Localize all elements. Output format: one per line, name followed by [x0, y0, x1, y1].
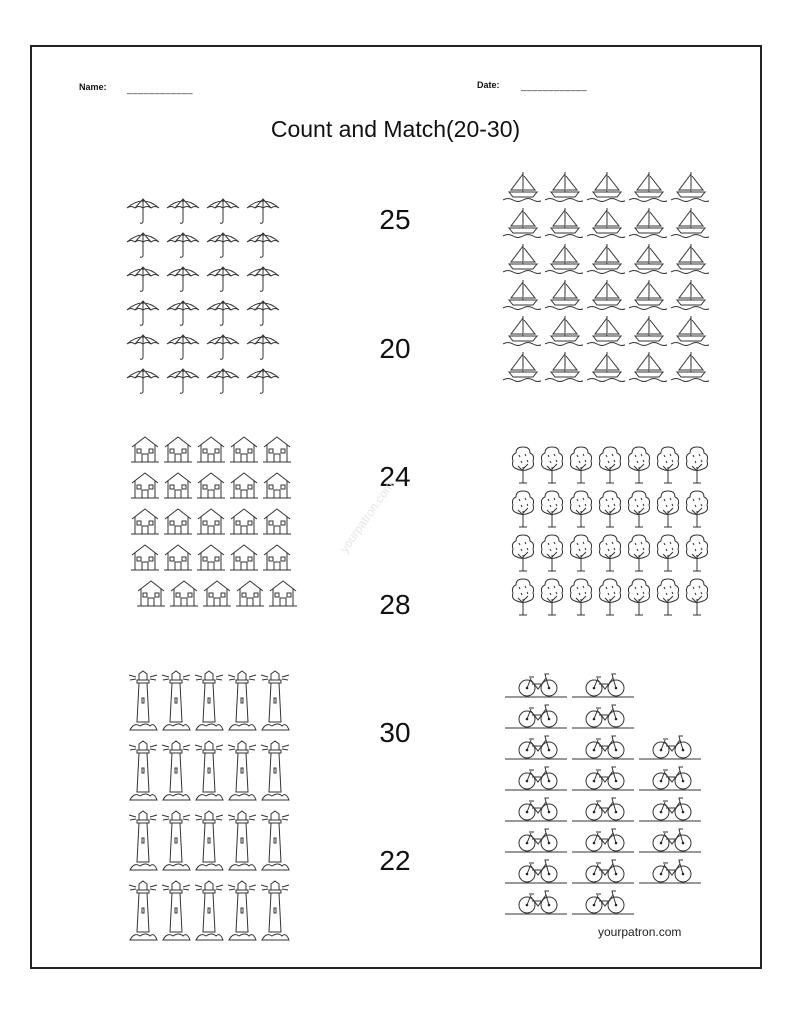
- lighthouse-icon: [194, 740, 224, 807]
- bicycle-icon: [505, 734, 567, 767]
- umbrella-icon: [245, 298, 281, 333]
- tree-icon: [655, 489, 681, 534]
- lighthouse-icon: [128, 880, 158, 947]
- umbrella-icon: [125, 196, 161, 231]
- lighthouse-icon: [227, 740, 257, 807]
- sailboat-icon: [587, 170, 625, 207]
- number-option[interactable]: 25: [379, 204, 411, 235]
- house-icon: [130, 471, 160, 504]
- tree-icon: [684, 445, 710, 490]
- number-option[interactable]: 20: [379, 333, 411, 364]
- house-icon: [196, 435, 226, 468]
- tree-icon: [539, 445, 565, 490]
- house-icon: [196, 471, 226, 504]
- house-icon: [163, 543, 193, 576]
- lighthouse-icon: [260, 740, 290, 807]
- tree-icon: [510, 577, 536, 622]
- lighthouse-icon: [227, 810, 257, 877]
- umbrella-icon: [205, 332, 241, 367]
- umbrella-icon: [165, 332, 201, 367]
- house-icon: [262, 543, 292, 576]
- sailboat-icon: [503, 242, 541, 279]
- umbrella-icon: [125, 230, 161, 265]
- tree-icon: [539, 577, 565, 622]
- tree-icon: [510, 445, 536, 490]
- tree-icon: [626, 445, 652, 490]
- tree-icon: [655, 533, 681, 578]
- sailboat-icon: [671, 314, 709, 351]
- tree-icon: [626, 489, 652, 534]
- house-icon: [196, 507, 226, 540]
- umbrella-icon: [205, 196, 241, 231]
- lighthouse-icon: [227, 880, 257, 947]
- bicycle-icon: [572, 827, 634, 860]
- tree-icon: [568, 577, 594, 622]
- sailboat-icon: [671, 170, 709, 207]
- house-icon: [196, 543, 226, 576]
- house-icon: [136, 579, 166, 612]
- lighthouse-icon: [161, 740, 191, 807]
- number-option[interactable]: 24: [379, 461, 411, 492]
- sailboat-icon: [587, 350, 625, 387]
- tree-icon: [597, 533, 623, 578]
- sailboat-icon: [503, 206, 541, 243]
- house-icon: [130, 543, 160, 576]
- bicycle-icon: [505, 796, 567, 829]
- tree-icon: [539, 533, 565, 578]
- tree-icon: [626, 533, 652, 578]
- umbrella-icon: [165, 298, 201, 333]
- bicycle-icon: [505, 765, 567, 798]
- lighthouse-icon: [260, 810, 290, 877]
- sailboat-icon: [545, 170, 583, 207]
- tree-icon: [626, 577, 652, 622]
- tree-icon: [684, 489, 710, 534]
- lighthouse-icon: [161, 670, 191, 737]
- tree-icon: [510, 533, 536, 578]
- umbrella-icon: [165, 264, 201, 299]
- tree-icon: [655, 577, 681, 622]
- bicycle-icon: [572, 889, 634, 922]
- house-icon: [268, 579, 298, 612]
- lighthouse-icon: [128, 740, 158, 807]
- name-blank[interactable]: ____________: [127, 84, 194, 94]
- bicycle-icon: [572, 703, 634, 736]
- sailboat-icon: [545, 278, 583, 315]
- bicycle-icon: [572, 765, 634, 798]
- tree-icon: [568, 533, 594, 578]
- name-label: Name:: [79, 82, 107, 92]
- sailboat-icon: [587, 314, 625, 351]
- umbrella-icon: [125, 332, 161, 367]
- sailboat-icon: [503, 278, 541, 315]
- sailboat-icon: [629, 170, 667, 207]
- date-label: Date:: [477, 80, 500, 90]
- sailboat-icon: [671, 242, 709, 279]
- umbrella-icon: [205, 230, 241, 265]
- bicycle-icon: [639, 734, 701, 767]
- lighthouse-icon: [260, 670, 290, 737]
- tree-icon: [539, 489, 565, 534]
- credit-text: yourpatron.com: [598, 925, 682, 939]
- sailboat-icon: [545, 206, 583, 243]
- bicycle-icon: [639, 765, 701, 798]
- sailboat-icon: [587, 242, 625, 279]
- bicycle-icon: [572, 734, 634, 767]
- number-option[interactable]: 22: [379, 845, 411, 876]
- umbrella-icon: [245, 264, 281, 299]
- umbrella-icon: [205, 298, 241, 333]
- house-icon: [262, 435, 292, 468]
- sailboat-icon: [671, 278, 709, 315]
- bicycle-icon: [572, 858, 634, 891]
- bicycle-icon: [505, 858, 567, 891]
- umbrella-icon: [125, 366, 161, 401]
- date-blank[interactable]: ____________: [521, 81, 588, 91]
- lighthouse-icon: [128, 810, 158, 877]
- umbrella-icon: [165, 366, 201, 401]
- tree-icon: [597, 577, 623, 622]
- worksheet-title: Count and Match(20-30): [270, 116, 521, 142]
- lighthouse-icon: [161, 810, 191, 877]
- tree-icon: [510, 489, 536, 534]
- sailboat-icon: [545, 314, 583, 351]
- bicycle-icon: [639, 796, 701, 829]
- sailboat-icon: [671, 206, 709, 243]
- bicycle-icon: [505, 889, 567, 922]
- bicycle-icon: [505, 703, 567, 736]
- lighthouse-icon: [194, 670, 224, 737]
- umbrella-icon: [205, 264, 241, 299]
- house-icon: [262, 471, 292, 504]
- umbrella-icon: [245, 366, 281, 401]
- tree-icon: [655, 445, 681, 490]
- sailboat-icon: [503, 350, 541, 387]
- house-icon: [229, 435, 259, 468]
- umbrella-icon: [125, 264, 161, 299]
- house-icon: [229, 543, 259, 576]
- house-icon: [163, 507, 193, 540]
- umbrella-icon: [165, 196, 201, 231]
- house-icon: [163, 435, 193, 468]
- house-icon: [229, 471, 259, 504]
- bicycle-icon: [639, 858, 701, 891]
- umbrella-icon: [165, 230, 201, 265]
- lighthouse-icon: [260, 880, 290, 947]
- sailboat-icon: [545, 350, 583, 387]
- sailboat-icon: [629, 206, 667, 243]
- house-icon: [163, 471, 193, 504]
- tree-icon: [597, 489, 623, 534]
- umbrella-icon: [245, 196, 281, 231]
- house-icon: [130, 507, 160, 540]
- tree-icon: [568, 489, 594, 534]
- house-icon: [169, 579, 199, 612]
- sailboat-icon: [587, 206, 625, 243]
- house-icon: [130, 435, 160, 468]
- lighthouse-icon: [128, 670, 158, 737]
- tree-icon: [568, 445, 594, 490]
- sailboat-icon: [587, 278, 625, 315]
- house-icon: [229, 507, 259, 540]
- umbrella-icon: [205, 366, 241, 401]
- umbrella-icon: [245, 332, 281, 367]
- sailboat-icon: [629, 278, 667, 315]
- house-icon: [262, 507, 292, 540]
- sailboat-icon: [629, 314, 667, 351]
- house-icon: [202, 579, 232, 612]
- number-option[interactable]: 28: [379, 589, 411, 620]
- umbrella-icon: [245, 230, 281, 265]
- bicycle-icon: [505, 672, 567, 705]
- tree-icon: [597, 445, 623, 490]
- sailboat-icon: [671, 350, 709, 387]
- sailboat-icon: [629, 350, 667, 387]
- bicycle-icon: [505, 827, 567, 860]
- tree-icon: [684, 533, 710, 578]
- bicycle-icon: [572, 796, 634, 829]
- lighthouse-icon: [194, 810, 224, 877]
- sailboat-icon: [503, 170, 541, 207]
- lighthouse-icon: [194, 880, 224, 947]
- bicycle-icon: [639, 827, 701, 860]
- sailboat-icon: [629, 242, 667, 279]
- bicycle-icon: [572, 672, 634, 705]
- number-option[interactable]: 30: [379, 717, 411, 748]
- lighthouse-icon: [161, 880, 191, 947]
- umbrella-icon: [125, 298, 161, 333]
- house-icon: [235, 579, 265, 612]
- lighthouse-icon: [227, 670, 257, 737]
- watermark: yourpatron.com: [337, 478, 397, 556]
- sailboat-icon: [503, 314, 541, 351]
- tree-icon: [684, 577, 710, 622]
- sailboat-icon: [545, 242, 583, 279]
